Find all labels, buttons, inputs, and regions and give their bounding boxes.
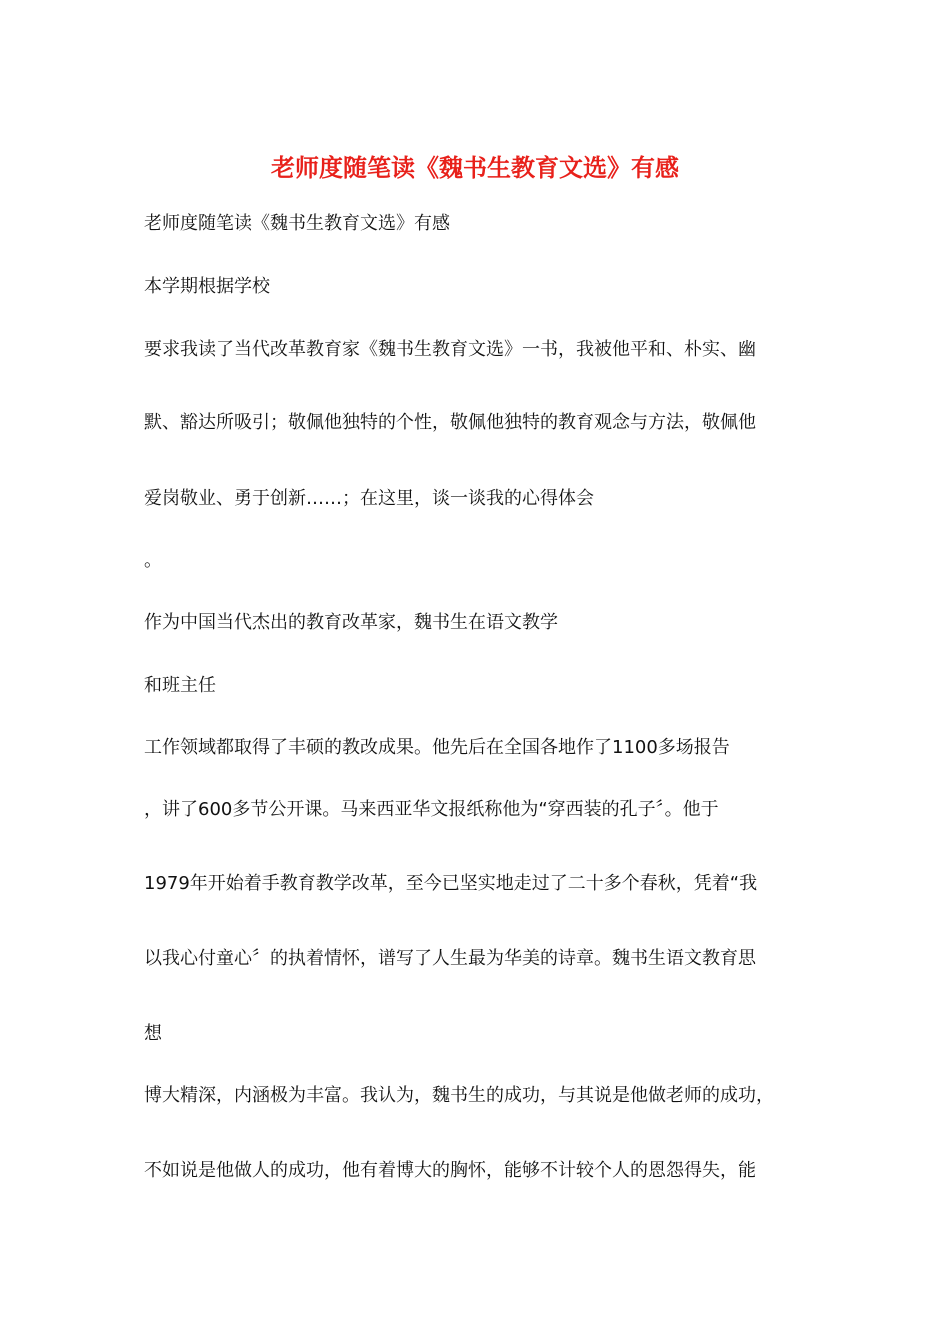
paragraph-line: 本学期根据学校 <box>144 276 270 297</box>
paragraph-line: 不如说是他做人的成功，他有着博大的胸怀，能够不计较个人的恩怨得失，能 <box>144 1160 756 1181</box>
paragraph-line: ，讲了600多节公开课。马来西亚华文报纸称他为“穿西装的孔子〞。他于 <box>144 799 719 820</box>
paragraph-line: 以我心付童心〞的执着情怀，谱写了人生最为华美的诗章。魏书生语文教育思 <box>144 948 756 969</box>
paragraph-line: 作为中国当代杰出的教育改革家，魏书生在语文教学 <box>144 612 558 633</box>
paragraph-line: 想 <box>144 1023 162 1044</box>
paragraph-line: 老师度随笔读《魏书生教育文选》有感 <box>144 213 450 234</box>
paragraph-line: 爱岗敬业、勇于创新……；在这里，谈一谈我的心得体会 <box>144 488 594 509</box>
paragraph-line: 博大精深，内涵极为丰富。我认为，魏书生的成功，与其说是他做老师的成功， <box>144 1085 774 1106</box>
paragraph-line: 1979年开始着手教育教学改革，至今已坚实地走过了二十多个春秋，凭着“我 <box>144 873 758 894</box>
paragraph-line: 工作领域都取得了丰硕的教改成果。他先后在全国各地作了1100多场报告 <box>144 737 730 758</box>
paragraph-line: 和班主任 <box>144 675 216 696</box>
paragraph-line: 默、豁达所吸引；敬佩他独特的个性，敬佩他独特的教育观念与方法，敬佩他 <box>144 412 756 433</box>
document-title: 老师度随笔读《魏书生教育文选》有感 <box>271 153 679 182</box>
paragraph-line: 要求我读了当代改革教育家《魏书生教育文选》一书，我被他平和、朴实、幽 <box>144 339 756 360</box>
paragraph-line: 。 <box>144 550 162 571</box>
